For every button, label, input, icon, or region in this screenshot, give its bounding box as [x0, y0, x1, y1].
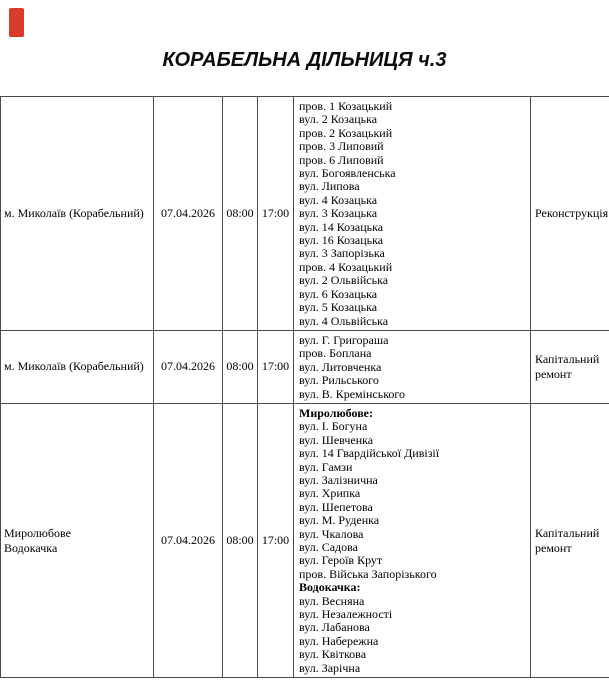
street-line: вул. Садова: [299, 540, 358, 554]
street-line: вул. 3 Запорізька: [299, 246, 385, 261]
street-group-header: Миролюбове:: [299, 405, 374, 420]
page-title: КОРАБЕЛЬНА ДІЛЬНИЦЯ ч.3: [162, 49, 447, 71]
street-line: пров. 6 Липовий: [299, 152, 384, 167]
location-cell: Миролюбове Водокачка: [1, 403, 154, 677]
street-line: вул. Залізнична: [299, 472, 378, 487]
street-line: вул. 2 Ольвійська: [299, 273, 389, 288]
streets-cell: [294, 403, 531, 677]
street-line: вул. І. Богуна: [299, 419, 368, 434]
table-row: [1, 330, 609, 403]
street-line: вул. 3 Козацька: [299, 206, 378, 221]
date-cell: 07.04.2026: [154, 403, 223, 677]
street-line: вул. 5 Козацька: [299, 300, 378, 315]
street-line: вул. Незалежності: [299, 607, 393, 622]
street-line: вул. 4 Козацька: [299, 192, 378, 207]
date-cell: 07.04.2026: [154, 97, 223, 331]
street-line: вул. Весняна: [299, 593, 365, 608]
location-cell: м. Миколаїв (Корабельний): [1, 330, 154, 403]
street-line: вул. Гамзи: [299, 459, 353, 474]
street-line: вул. Шепетова: [299, 499, 373, 514]
street-line: вул. 14 Козацька: [299, 219, 384, 234]
street-line: вул. В. Кремінського: [299, 386, 406, 401]
work-type-cell: Реконструкція: [531, 97, 609, 331]
street-line: вул. Чкалова: [299, 526, 364, 541]
street-group-header: Водокачка:: [299, 580, 361, 595]
street-line: вул. 16 Козацька: [299, 233, 384, 248]
street-line: вул. 4 Ольвійська: [299, 313, 389, 328]
streets-cell: [294, 97, 531, 331]
street-line: пров. 2 Козацький: [299, 125, 393, 140]
end-time-cell: 17:00: [258, 403, 294, 677]
outage-table-body: [1, 97, 609, 678]
work-type-cell: Капітальний ремонт: [531, 403, 609, 677]
street-line: пров. 3 Липовий: [299, 139, 384, 154]
street-line: вул. 6 Козацька: [299, 286, 378, 301]
street-line: пров. 1 Козацький: [299, 99, 393, 113]
start-time-cell: 08:00: [223, 97, 258, 331]
street-line: вул. Шевченка: [299, 432, 374, 447]
street-line: вул. 14 Гвардійської Дивізії: [299, 446, 440, 461]
date-cell: 07.04.2026: [154, 330, 223, 403]
street-line: пров. 4 Козацький: [299, 259, 393, 274]
street-line: пров. Боплана: [299, 346, 372, 361]
street-line: пров. Війська Запорізького: [299, 566, 437, 581]
street-line: вул. Лабанова: [299, 620, 370, 635]
street-line: вул. Квіткова: [299, 647, 367, 662]
street-line: вул. Рильського: [299, 373, 379, 388]
location-cell: м. Миколаїв (Корабельний): [1, 97, 154, 331]
street-line: вул. Литовченка: [299, 359, 382, 374]
street-line: вул. Липова: [299, 179, 360, 194]
street-line: вул. Богоявленська: [299, 166, 396, 181]
streets-cell: [294, 330, 531, 403]
street-line: вул. Хрипка: [299, 486, 361, 501]
street-line: вул. М. Руденка: [299, 513, 380, 528]
street-line: вул. Героїв Крут: [299, 553, 383, 568]
click-marker: [9, 8, 24, 37]
street-line: вул. Набережна: [299, 633, 379, 648]
street-line: вул. 2 Козацька: [299, 112, 378, 127]
start-time-cell: 08:00: [223, 330, 258, 403]
table-row: [1, 403, 609, 677]
work-type-cell: Капітальний ремонт: [531, 330, 609, 403]
table-row: [1, 97, 609, 331]
end-time-cell: 17:00: [258, 330, 294, 403]
outage-schedule-table: [0, 96, 609, 678]
end-time-cell: 17:00: [258, 97, 294, 331]
start-time-cell: 08:00: [223, 403, 258, 677]
street-line: вул. Г. Григораша: [299, 332, 389, 347]
street-line: вул. Зарічна: [299, 660, 361, 675]
